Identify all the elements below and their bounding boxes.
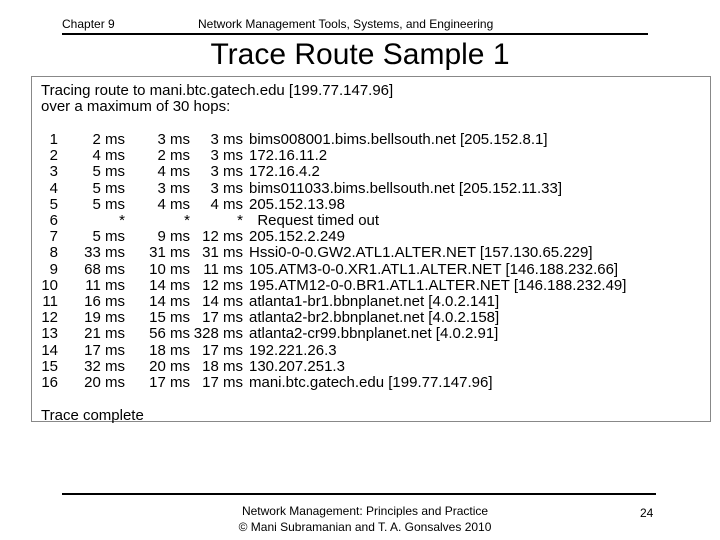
hop-rtt-1: 33 ms bbox=[84, 244, 125, 262]
hop-host: 172.16.4.2 bbox=[249, 163, 320, 181]
hop-rtt-1: 5 ms bbox=[92, 228, 125, 246]
hop-host: mani.btc.gatech.edu [199.77.147.96] bbox=[249, 374, 493, 391]
hop-rtt-3: * bbox=[237, 212, 243, 229]
hop-rtt-1: 20 ms bbox=[84, 374, 125, 391]
hop-row bbox=[38, 326, 698, 342]
hop-number: 1 bbox=[49, 131, 58, 148]
hop-number: 15 bbox=[41, 357, 58, 375]
hop-rtt-2: 31 ms bbox=[149, 244, 190, 262]
hop-rtt-2: 56 ms bbox=[149, 325, 190, 343]
hop-host: atlanta1-br1.bbnplanet.net [4.0.2.141] bbox=[249, 293, 500, 310]
hop-rtt-1: * bbox=[119, 212, 125, 229]
hop-number: 5 bbox=[49, 195, 58, 213]
hop-rtt-1: 5 ms bbox=[92, 163, 125, 181]
hop-rtt-1: 19 ms bbox=[84, 309, 125, 327]
footer-divider bbox=[62, 493, 656, 495]
hop-rtt-1: 68 ms bbox=[84, 260, 125, 278]
hop-row bbox=[38, 181, 698, 197]
page-number: 24 bbox=[640, 506, 654, 520]
hop-rtt-2: 18 ms bbox=[149, 341, 190, 359]
hop-number: 10 bbox=[41, 276, 58, 294]
hop-rtt-1: 5 ms bbox=[92, 195, 125, 213]
hop-row bbox=[38, 213, 698, 229]
hop-rtt-2: 10 ms bbox=[149, 260, 190, 278]
hop-rtt-3: 328 ms bbox=[193, 325, 243, 343]
hop-rtt-2: 15 ms bbox=[149, 309, 190, 327]
hop-rtt-1: 21 ms bbox=[84, 325, 125, 343]
slide-title: Trace Route Sample 1 bbox=[210, 38, 510, 71]
hop-rtt-1: 17 ms bbox=[84, 341, 125, 359]
hop-rtt-2: 3 ms bbox=[157, 179, 190, 197]
hop-rtt-3: 12 ms bbox=[202, 228, 243, 246]
hop-host: 195.ATM12-0-0.BR1.ATL1.ALTER.NET [146.188.232.49] bbox=[249, 276, 627, 294]
hop-host: 130.207.251.3 bbox=[249, 357, 345, 375]
hop-rtt-2: 3 ms bbox=[157, 131, 190, 148]
hop-rtt-2: 17 ms bbox=[149, 374, 190, 391]
hop-rtt-2: 4 ms bbox=[157, 195, 190, 213]
footer-credits bbox=[200, 503, 530, 535]
hop-host: 105.ATM3-0-0.XR1.ATL1.ALTER.NET [146.188.232.66] bbox=[249, 260, 619, 278]
hop-number: 6 bbox=[49, 212, 58, 229]
hop-number: 2 bbox=[49, 147, 58, 165]
hop-row bbox=[38, 229, 698, 245]
hop-row bbox=[38, 132, 698, 148]
header-divider bbox=[62, 33, 648, 35]
hop-host: atlanta2-cr99.bbnplanet.net [4.0.2.91] bbox=[249, 325, 499, 343]
hop-row bbox=[38, 278, 698, 294]
hop-rtt-2: 4 ms bbox=[157, 163, 190, 181]
hop-row bbox=[38, 294, 698, 310]
hop-rtt-3: 14 ms bbox=[202, 293, 243, 310]
trace-intro-line-1: Tracing route to mani.btc.gatech.edu [199.77.147.96] bbox=[41, 82, 394, 99]
hop-rtt-2: 9 ms bbox=[157, 228, 190, 246]
hop-rtt-1: 5 ms bbox=[92, 179, 125, 197]
trace-intro-line-2: over a maximum of 30 hops: bbox=[41, 98, 231, 115]
hop-rtt-3: 3 ms bbox=[210, 131, 243, 148]
hop-number: 4 bbox=[49, 179, 58, 197]
hop-row bbox=[38, 375, 698, 391]
hop-host: 205.152.2.249 bbox=[249, 228, 345, 246]
hop-host: Hssi0-0-0.GW2.ATL1.ALTER.NET [157.130.65.229] bbox=[249, 244, 593, 262]
hop-number: 14 bbox=[41, 341, 58, 359]
hop-row bbox=[38, 148, 698, 164]
hop-host: bims011033.bims.bellsouth.net [205.152.11.33] bbox=[249, 179, 562, 197]
hop-host: 192.221.26.3 bbox=[249, 341, 337, 359]
hop-host: 205.152.13.98 bbox=[249, 195, 345, 213]
hop-row bbox=[38, 343, 698, 359]
hop-row bbox=[38, 164, 698, 180]
hop-row bbox=[38, 197, 698, 213]
hop-rtt-2: * bbox=[184, 212, 190, 229]
hop-row bbox=[38, 245, 698, 261]
hop-number: 8 bbox=[49, 244, 58, 262]
hop-number: 9 bbox=[49, 260, 58, 278]
hop-rtt-3: 4 ms bbox=[210, 195, 243, 213]
hop-rtt-3: 18 ms bbox=[202, 357, 243, 375]
hop-rtt-3: 11 ms bbox=[203, 260, 243, 278]
footer-book-title: Network Management: Principles and Practice bbox=[241, 504, 489, 518]
hop-rtt-2: 14 ms bbox=[149, 293, 190, 310]
hop-number: 11 bbox=[42, 293, 58, 310]
hop-rtt-3: 3 ms bbox=[210, 147, 243, 165]
hop-number: 13 bbox=[41, 325, 58, 343]
hop-rtt-1: 2 ms bbox=[92, 131, 125, 148]
hop-number: 12 bbox=[41, 309, 58, 327]
hop-row bbox=[38, 310, 698, 326]
hop-rtt-3: 17 ms bbox=[202, 374, 243, 391]
hop-rtt-3: 17 ms bbox=[202, 341, 243, 359]
hop-number: 7 bbox=[49, 228, 58, 246]
hop-rtt-3: 3 ms bbox=[210, 179, 243, 197]
traceroute-output bbox=[31, 76, 711, 422]
hop-rtt-3: 31 ms bbox=[202, 244, 243, 262]
hop-rtt-1: 16 ms bbox=[84, 293, 125, 310]
trace-complete: Trace complete bbox=[41, 407, 144, 424]
hop-row bbox=[38, 359, 698, 375]
hop-rtt-1: 4 ms bbox=[92, 147, 125, 165]
hop-row bbox=[38, 262, 698, 278]
hop-number: 3 bbox=[49, 163, 58, 181]
hop-number: 16 bbox=[41, 374, 58, 391]
hop-rtt-2: 14 ms bbox=[149, 276, 190, 294]
book-title: Network Management Tools, Systems, and Engineering bbox=[198, 17, 494, 31]
hop-rtt-1: 11 ms bbox=[85, 276, 125, 294]
chapter-label: Chapter 9 bbox=[62, 17, 115, 31]
hop-host: 172.16.11.2 bbox=[249, 147, 328, 165]
hop-host: bims008001.bims.bellsouth.net [205.152.8.1] bbox=[249, 131, 548, 148]
hop-rtt-3: 17 ms bbox=[202, 309, 243, 327]
footer-copyright: © Mani Subramanian and T. A. Gonsalves 2010 bbox=[238, 520, 492, 534]
hop-host: Request timed out bbox=[249, 212, 380, 229]
hop-rtt-2: 2 ms bbox=[157, 147, 190, 165]
hop-rtt-1: 32 ms bbox=[84, 357, 125, 375]
hop-rtt-2: 20 ms bbox=[149, 357, 190, 375]
hop-rtt-3: 3 ms bbox=[210, 163, 243, 181]
hop-host: atlanta2-br2.bbnplanet.net [4.0.2.158] bbox=[249, 309, 500, 327]
hop-rtt-3: 12 ms bbox=[202, 276, 243, 294]
